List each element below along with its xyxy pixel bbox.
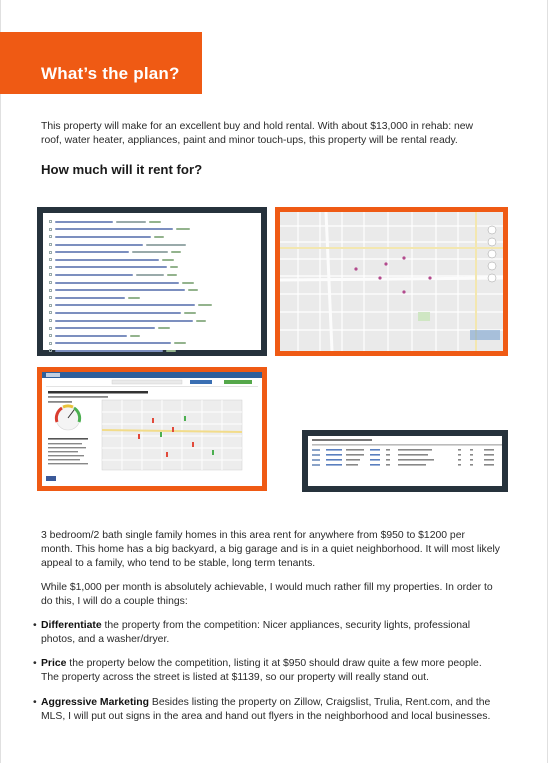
section-title-band [0,32,202,94]
bullet-differentiate-continued: photos, and a washer/dryer. [41,634,170,645]
comparables-table-screenshot [302,430,508,492]
bullet-marketing-continued: MLS, I will put out signs in the area and hand out flyers in the neighborhood and local businesses. [41,711,491,722]
bullet-dot: • [33,658,37,669]
map-image [280,212,503,351]
rental-map-screenshot [275,207,508,356]
rent-estimator-page [42,372,262,486]
bullet-price: • Price the property below the competition, listing it at $950 should draw quite a few more people. [33,658,482,669]
bullet-price-continued: The property across the street is listed at $1139, so our property will really stand out. [41,672,429,683]
rental-listings-screenshot [37,207,267,356]
bullet-differentiate: • Differentiate the property from the competition: Nicer appliances, security lights, professional [33,620,471,631]
strategy-intro-paragraph: While $1,000 per month is absolutely achievable, I would much rather fill my properties. In order to do this, I will do a couple things: [41,582,493,607]
bullet-dot: • [33,620,37,631]
comparables-table [312,439,502,483]
rent-heading: How much will it rent for? [41,162,203,177]
bullet-dot: • [33,697,37,708]
rent-estimator-image [42,372,262,486]
bullet-marketing: • Aggressive Marketing Besides listing the property on Zillow, Craigslist, Trulia, Rent.com, and the [33,697,491,708]
rent-range-paragraph: 3 bedroom/2 bath single family homes in this area rent for anywhere from $950 to $1200 per month. This home has a big backyard, a big garage and is in a quiet neighborhood. It will most likely appeal to a family, who tend to be stable, long term tenants. [41,530,500,569]
intro-paragraph: This property will make for an excellent buy and hold rental. With about $13,000 in rehab: new roof, water heater, appliances, paint and minor touch-ups, this property will be rental ready. [41,121,474,146]
listing-list [43,213,261,350]
rent-estimator-screenshot [37,367,267,491]
section-title: What’s the plan? [41,64,180,83]
comparables-table-image [308,436,502,486]
street-map [280,212,503,351]
